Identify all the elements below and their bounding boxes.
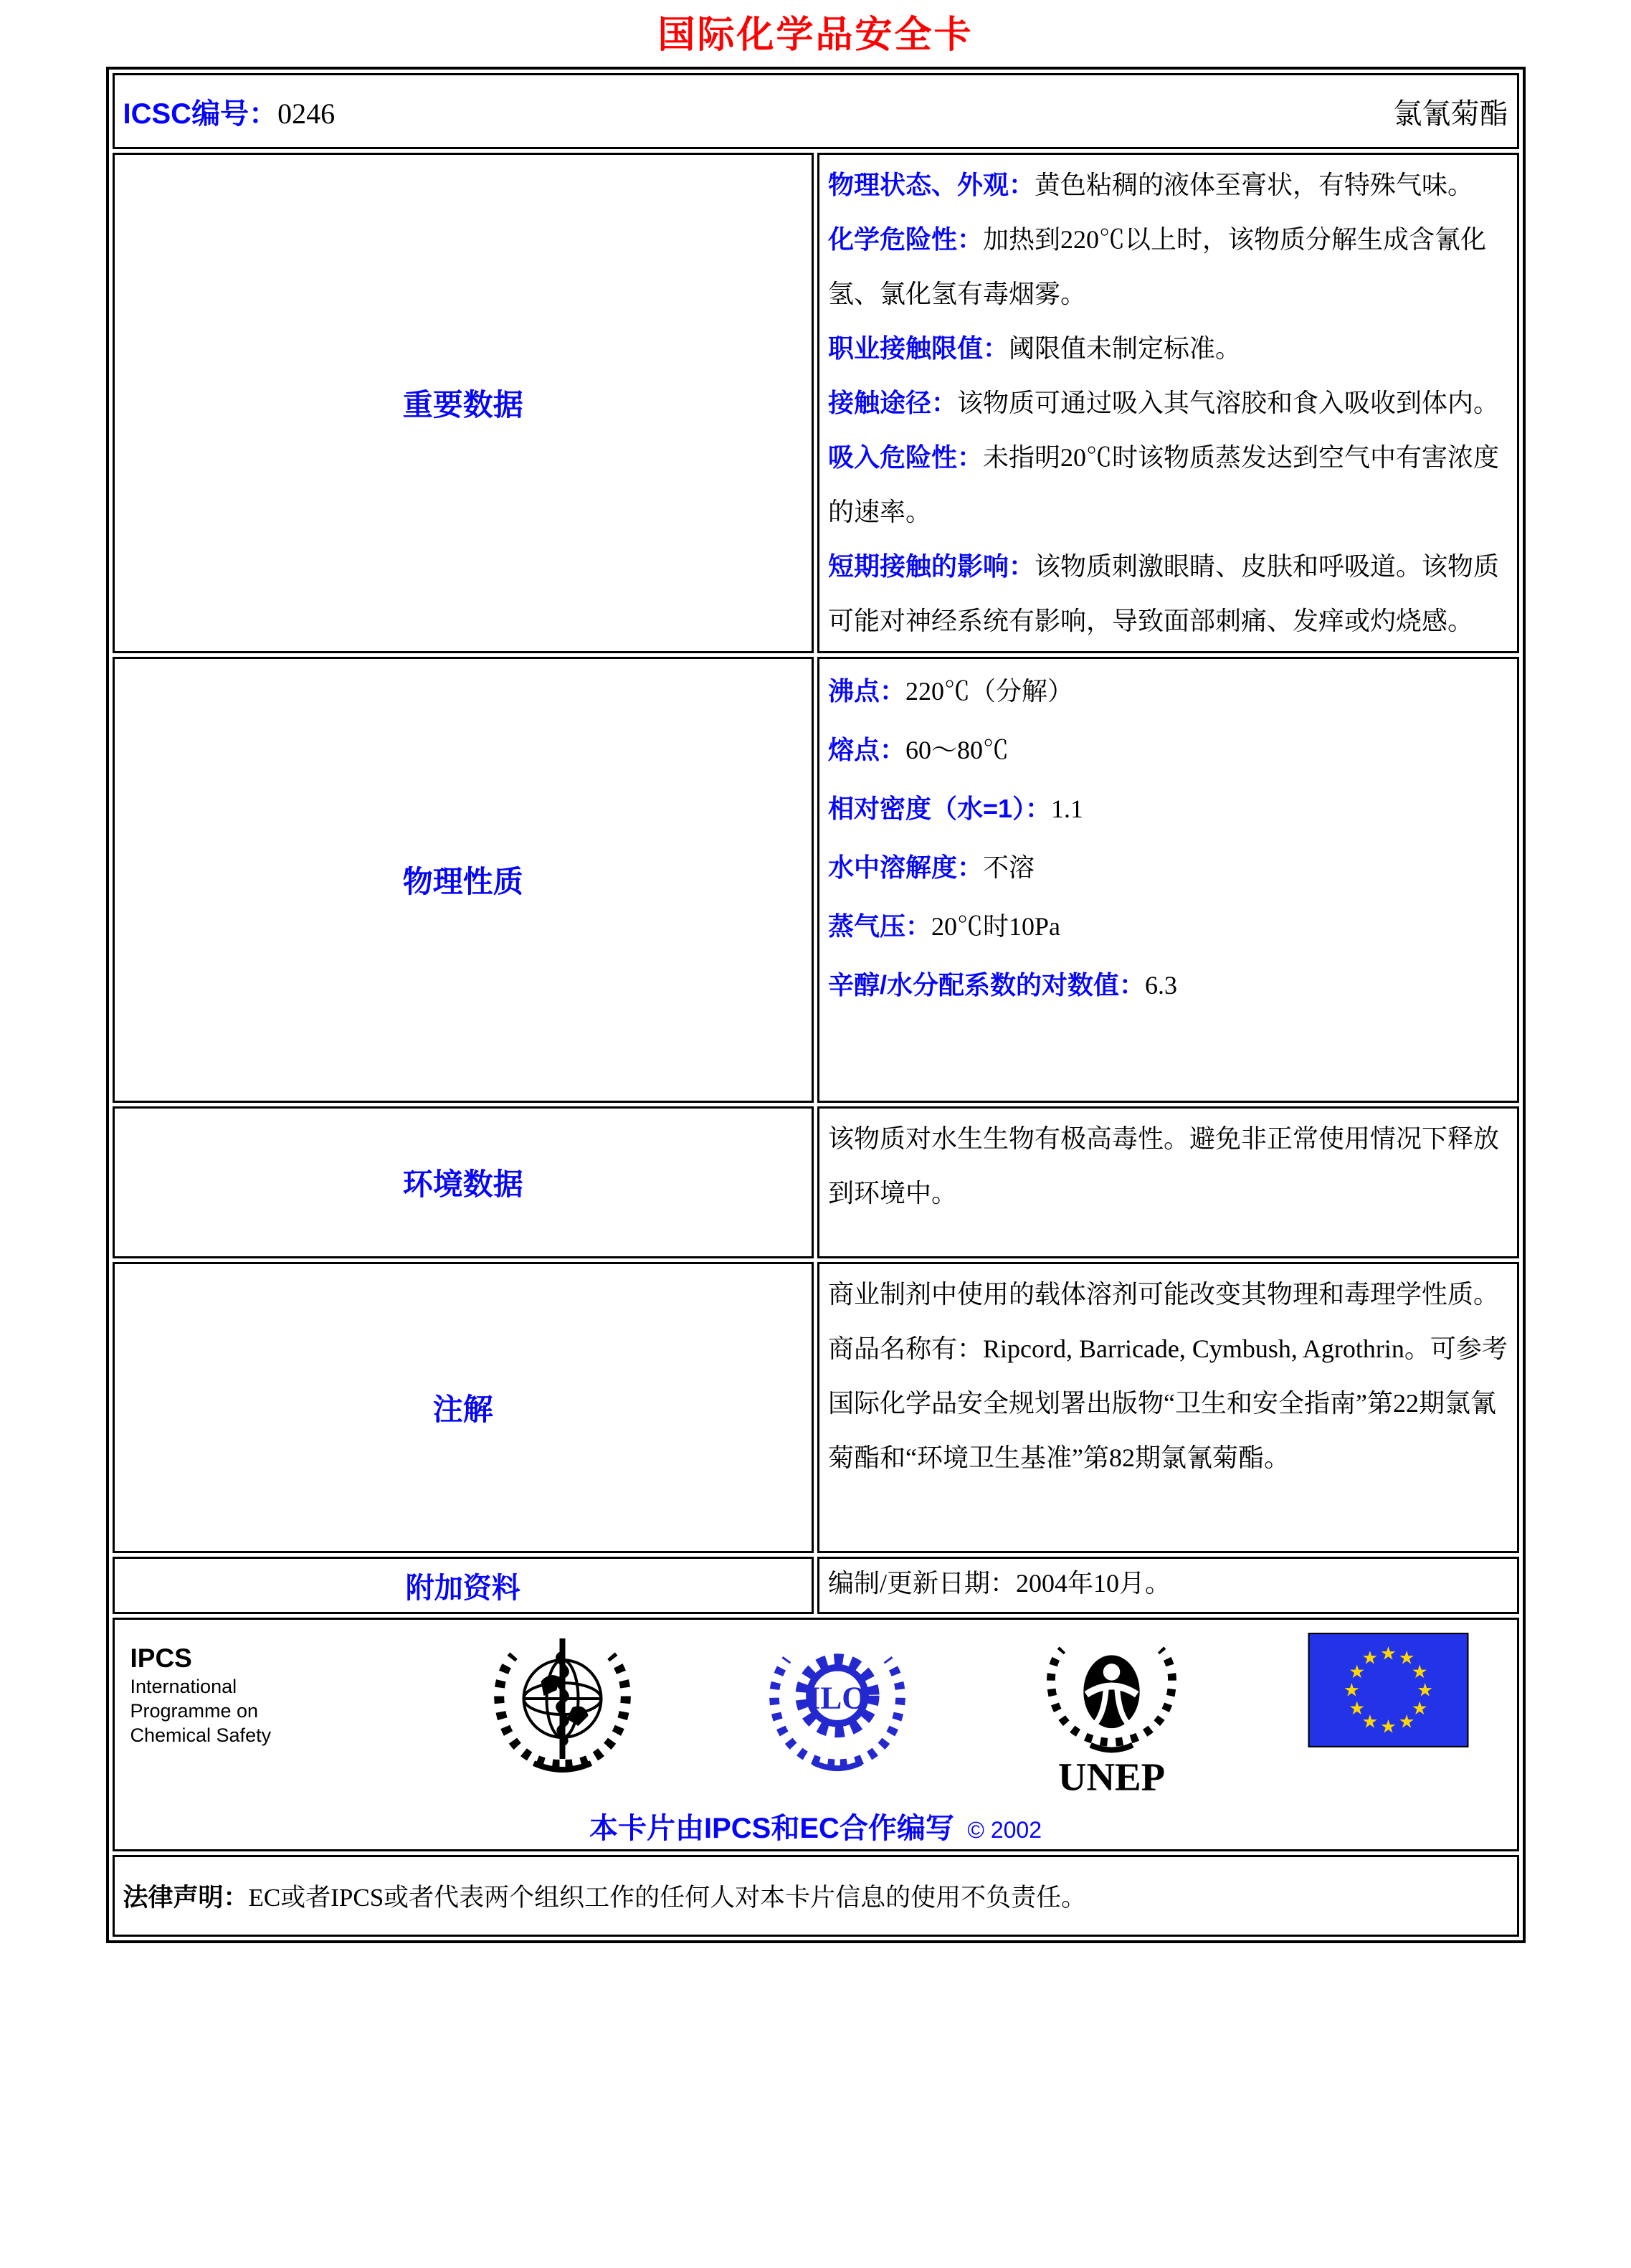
chemical-name: 氯氰菊酯 (1393, 97, 1508, 130)
credit-text: 本卡片由IPCS和EC合作编写 (589, 1813, 954, 1844)
eu-flag (1308, 1633, 1469, 1747)
legal-text: EC或者IPCS或者代表两个组织工作的任何人对本卡片信息的使用不负责任。 (248, 1884, 1087, 1912)
section-row-notes (113, 1262, 1519, 1553)
section-content-additional-info: 编制/更新日期：2004年10月。 (817, 1557, 1519, 1614)
ilo-logo (759, 1633, 916, 1773)
svg-text:★: ★ (1348, 1698, 1365, 1720)
section-label-important-data: 重要数据 (113, 153, 814, 653)
copyright-text: © 2002 (967, 1817, 1042, 1843)
section-content-physical-properties (817, 657, 1519, 1103)
credit-line (123, 1806, 1508, 1846)
data-line: 辛醇/水分配系数的对数值：6.3 (828, 970, 1178, 1000)
legal-cell (113, 1855, 1519, 1937)
data-line: 吸入危险性：未指明20℃时该物质蒸发达到空气中有害浓度的速率。 (828, 442, 1500, 526)
icsc-number-group (123, 91, 336, 132)
unep-logo (1027, 1633, 1196, 1801)
section-row-environmental-data (113, 1106, 1519, 1258)
section-content-environmental-data: 该物质对水生生物有极高毒性。避免非正常使用情况下释放到环境中。 (817, 1106, 1519, 1258)
legal-label: 法律声明： (123, 1884, 249, 1912)
ipcs-title: IPCS (130, 1643, 192, 1673)
icsc-number-value: 0246 (277, 97, 336, 130)
svg-text:★: ★ (1398, 1647, 1415, 1669)
svg-text:★: ★ (1416, 1679, 1433, 1702)
svg-text:★: ★ (1361, 1647, 1378, 1669)
icsc-number-label: ICSC编号： (123, 98, 278, 130)
svg-text:★: ★ (1411, 1698, 1428, 1720)
svg-text:★: ★ (1379, 1716, 1397, 1738)
data-line: 熔点：60～80℃ (828, 735, 1009, 764)
data-line: 相对密度（水=1）：1.1 (828, 794, 1084, 823)
svg-text:★: ★ (1411, 1661, 1428, 1683)
section-label-environmental-data: 环境数据 (113, 1106, 814, 1258)
section-content-important-data (817, 153, 1519, 653)
svg-text:★: ★ (1361, 1711, 1378, 1733)
section-label-additional-info: 附加资料 (113, 1557, 814, 1614)
data-line: 蒸气压：20℃时10Pa (828, 911, 1061, 941)
icsc-card-table (106, 67, 1526, 1943)
section-label-physical-properties: 物理性质 (113, 657, 814, 1103)
section-label-notes: 注解 (113, 1262, 814, 1553)
svg-text:★: ★ (1348, 1661, 1365, 1683)
section-content-notes: 商业制剂中使用的载体溶剂可能改变其物理和毒理学性质。商品名称有：Ripcord, Barricade, Cymbush, Agrothrin。可参考国际化学品安全规划署出版物“卫生和安全指南”第22期氯氰菊酯和“环境卫生基准”第82期氯氰菊酯。 (817, 1262, 1519, 1553)
data-line: 接触途径：该物质可通过吸入其气溶胶和食入吸收到体内。 (828, 388, 1500, 417)
svg-text:★: ★ (1343, 1679, 1360, 1702)
ilo-text: ILO (807, 1679, 867, 1716)
svg-text:★: ★ (1398, 1711, 1415, 1733)
data-line: 短期接触的影响：该物质刺激眼睛、皮肤和呼吸道。该物质可能对神经系统有影响，导致面部刺痛、发痒或灼烧感。 (828, 551, 1500, 635)
data-line: 物理状态、外观：黄色粘稠的液体至膏状，有特殊气味。 (828, 170, 1474, 199)
page-title: 国际化学品安全卡 (657, 14, 974, 56)
data-line: 职业接触限值：阈限值未制定标准。 (828, 333, 1242, 363)
data-line: 沸点：220℃（分解） (828, 676, 1074, 706)
section-row-important-data (113, 153, 1519, 653)
who-logo (478, 1633, 647, 1776)
card-header-row (113, 73, 1519, 149)
card-header-cell (113, 73, 1519, 149)
ipcs-logo: IPCS International Programme on Chemical Safety (130, 1633, 367, 1747)
section-row-additional-info (113, 1557, 1519, 1614)
unep-text: UNEP (1057, 1755, 1166, 1799)
data-line: 化学危险性：加热到220℃以上时，该物质分解生成含氰化氢、氯化氢有毒烟雾。 (828, 224, 1487, 308)
logos-cell (113, 1618, 1519, 1851)
legal-row (113, 1855, 1519, 1937)
logos-row (113, 1618, 1519, 1851)
data-line: 水中溶解度：不溶 (828, 853, 1035, 882)
section-row-physical-properties (113, 657, 1519, 1103)
svg-text:★: ★ (1379, 1643, 1397, 1665)
